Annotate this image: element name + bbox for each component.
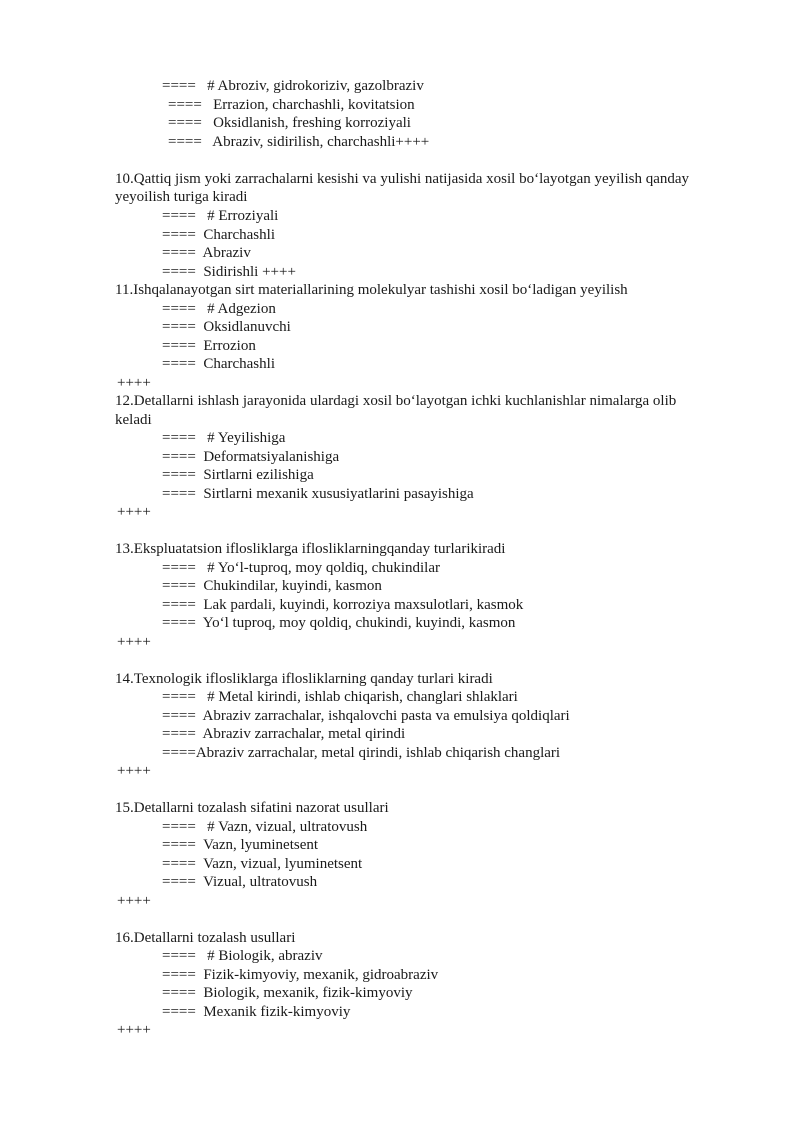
answer-option: ==== Fizik-kimyoviy, mexanik, gidroabraziv [162,967,439,983]
answer-option: ==== Errazion, charchashli, kovitatsion [168,97,415,113]
question-text: 15.Detallarni tozalash sifatini nazorat usullari [115,800,389,816]
question-end-marker: ++++ [117,504,151,520]
answer-option: ==== Yo‘l tuproq, moy qoldiq, chukindi, kuyindi, kasmon [162,615,516,631]
question-text: keladi [115,412,152,428]
answer-option: ==== Sidirishli ++++ [162,264,296,280]
answer-option: ==== Abraziv, sidirilish, charchashli++++ [168,134,430,150]
answer-option: ==== Vazn, vizual, lyuminetsent [162,856,363,872]
answer-option: ==== Biologik, mexanik, fizik-kimyoviy [162,985,413,1001]
question-text: yeyoilish turiga kiradi [115,189,248,205]
answer-option: ==== # Yeyilishiga [162,430,286,446]
answer-option: ==== Abraziv [162,245,251,261]
answer-option: ==== # Abroziv, gidrokoriziv, gazolbraziv [162,78,424,94]
question-end-marker: ++++ [117,1022,151,1038]
answer-option: ==== Charchashli [162,356,275,372]
answer-option: ==== # Metal kirindi, ishlab chiqarish, changlari shlaklari [162,689,518,705]
question-text: 10.Qattiq jism yoki zarrachalarni kesishi va yulishi natijasida xosil bo‘layotgan yeyilish qanday [115,171,690,187]
question-end-marker: ++++ [117,893,151,909]
answer-option: ==== Abraziv zarrachalar, ishqalovchi pasta va emulsiya qoldiqlari [162,708,570,724]
answer-option: ==== Charchashli [162,227,275,243]
answer-option: ==== Lak pardali, kuyindi, korroziya maxsulotlari, kasmok [162,597,524,613]
question-text: 14.Texnologik iflosliklarga iflosliklarning qanday turlari kiradi [115,671,493,687]
question-text: 12.Detallarni ishlash jarayonida ulardagi xosil bo‘layotgan ichki kuchlanishlar nimalarga olib [115,393,677,409]
answer-option: ==== # Yo‘l-tuproq, moy qoldiq, chukindilar [162,560,440,576]
answer-option: ==== # Vazn, vizual, ultratovush [162,819,368,835]
question-end-marker: ++++ [117,763,151,779]
answer-option: ==== Vizual, ultratovush [162,874,318,890]
answer-option: ==== Oksidlanish, freshing korroziyali [168,115,411,131]
question-end-marker: ++++ [117,634,151,650]
answer-option: ==== Sirtlarni mexanik xususiyatlarini pasayishiga [162,486,474,502]
answer-option: ==== # Erroziyali [162,208,279,224]
question-text: 13.Ekspluatatsion iflosliklarga iflosliklarningqanday turlarikiradi [115,541,506,557]
answer-option: ==== # Biologik, abraziv [162,948,323,964]
question-end-marker: ++++ [117,375,151,391]
question-text: 11.Ishqalanayotgan sirt materiallarining molekulyar tashishi xosil bo‘ladigan yeyilish [115,282,628,298]
answer-option: ==== Deformatsiyalanishiga [162,449,340,465]
answer-option: ====Abraziv zarrachalar, metal qirindi, ishlab chiqarish changlari [162,745,561,761]
question-text: 16.Detallarni tozalash usullari [115,930,296,946]
answer-option: ==== # Adgezion [162,301,276,317]
answer-option: ==== Vazn, lyuminetsent [162,837,319,853]
answer-option: ==== Chukindilar, kuyindi, kasmon [162,578,382,594]
answer-option: ==== Sirtlarni ezilishiga [162,467,314,483]
answer-option: ==== Errozion [162,338,256,354]
answer-option: ==== Abraziv zarrachalar, metal qirindi [162,726,406,742]
answer-option: ==== Oksidlanuvchi [162,319,291,335]
answer-option: ==== Mexanik fizik-kimyoviy [162,1004,351,1020]
